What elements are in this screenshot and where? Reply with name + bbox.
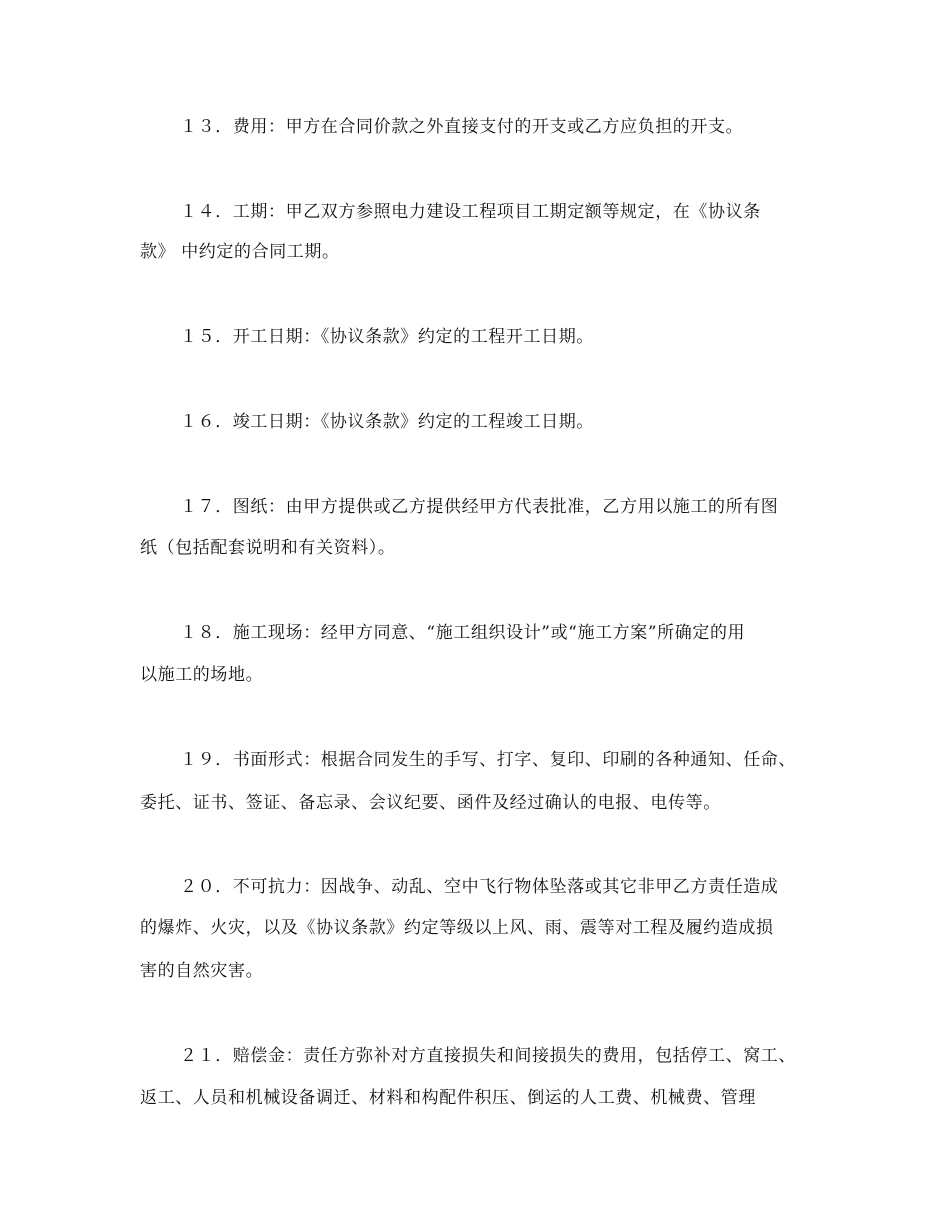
paragraph-19-line-1: １９．书面形式：根据合同发生的手写、打字、复印、印刷的各种通知、任命、: [180, 750, 796, 770]
paragraph-16-line-1: １６．竣工日期：《协议条款》约定的工程竣工日期。: [180, 412, 594, 432]
paragraph-20-line-3: 害的自然灾害。: [140, 961, 264, 981]
paragraph-13-line-1: １３．费用：甲方在合同价款之外直接支付的开支或乙方应负担的开支。: [180, 117, 744, 137]
paragraph-21-line-1: ２１．赔偿金：责任方弥补对方直接损失和间接损失的费用，包括停工、窝工、: [180, 1046, 796, 1066]
paragraph-18-line-2: 以施工的场地。: [140, 665, 264, 685]
paragraph-15-line-1: １５．开工日期：《协议条款》约定的工程开工日期。: [180, 327, 594, 347]
paragraph-14-line-1: １４．工期：甲乙双方参照电力建设工程项目工期定额等规定，在《协议条: [180, 202, 761, 222]
paragraph-20-line-1: ２０．不可抗力：因战争、动乱、空中飞行物体坠落或其它非甲乙方责任造成: [180, 877, 779, 897]
paragraph-18-line-1: １８．施工现场：经甲方同意、“施工组织设计”或“施工方案”所确定的用: [180, 623, 746, 643]
paragraph-21-line-2: 返工、人员和机械设备调迁、材料和构配件积压、倒运的人工费、机械费、管理: [140, 1088, 756, 1108]
paragraph-19-line-2: 委托、证书、签证、备忘录、会议纪要、函件及经过确认的电报、电传等。: [140, 793, 721, 813]
paragraph-20-line-2: 的爆炸、火灾，以及《协议条款》约定等级以上风、雨、震等对工程及履约造成损: [140, 918, 774, 938]
paragraph-14-line-2: 款》 中约定的合同工期。: [140, 242, 340, 262]
paragraph-17-line-1: １７．图纸：由甲方提供或乙方提供经甲方代表批准，乙方用以施工的所有图: [180, 497, 779, 517]
paragraph-17-line-2: 纸（包括配套说明和有关资料）。: [140, 538, 396, 558]
